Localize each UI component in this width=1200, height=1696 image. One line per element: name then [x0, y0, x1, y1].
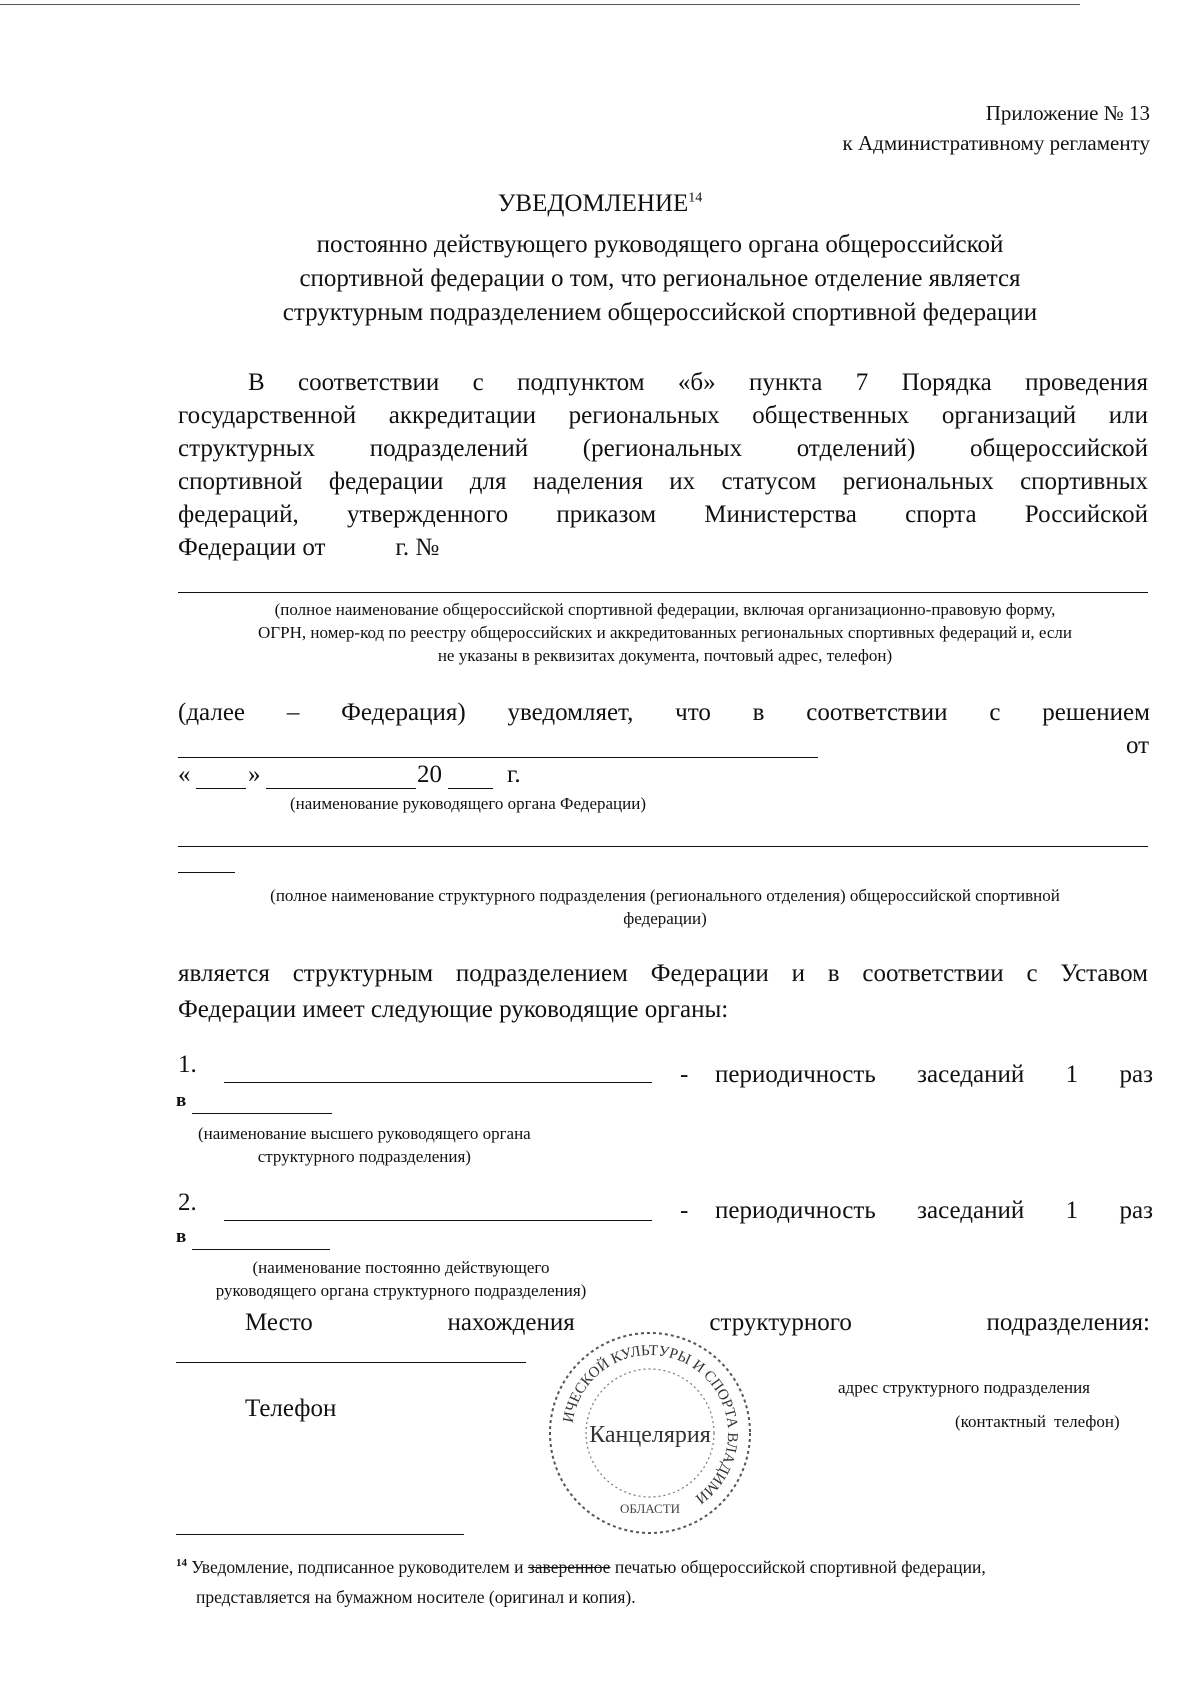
body-1-number: 1. [178, 1051, 197, 1078]
intro-paragraph [178, 366, 1148, 564]
subtitle-line: спортивной федерации о том, что региональное отделение является [299, 265, 1021, 292]
from-word: от [1126, 732, 1150, 759]
office-stamp [545, 1328, 755, 1538]
frequency-word: раз [1119, 1197, 1153, 1224]
frequency-word: периодичность [715, 1061, 876, 1088]
frequency-word: 1 [1065, 1197, 1079, 1224]
body-1-name-line [224, 1082, 652, 1083]
year-line [448, 788, 493, 789]
document-title [0, 190, 1200, 218]
federation-name-line [178, 592, 1148, 593]
subdivision-short-line [178, 872, 235, 873]
document-title-text: УВЕДОМЛЕНИЕ [497, 190, 689, 217]
body-2-number: 2. [178, 1189, 197, 1216]
notify-word: уведомляет, [507, 699, 634, 726]
subtitle-line: структурным подразделением общероссийской спортивной федерации [282, 299, 1038, 326]
intro-line: государственной аккредитации региональных общественных организаций или [178, 402, 1148, 429]
notify-line [178, 698, 1150, 728]
footnote-struck-word: заверенное [527, 1556, 611, 1577]
address-caption: адрес структурного подразделения [838, 1378, 1091, 1397]
date-close-quote: » [248, 761, 261, 788]
caption-line: не указаны в реквизитах документа, почтовый адрес, телефон) [437, 646, 893, 665]
stamp-bottom-text: ОБЛАСТИ [619, 1501, 681, 1516]
appendix-header [843, 98, 1150, 158]
statement-line: Федерации имеет следующие руководящие органы: [178, 996, 729, 1023]
notify-word: решением [1042, 699, 1150, 726]
caption-line: (наименование постоянно действующего [252, 1258, 550, 1277]
notify-word: – [286, 699, 300, 726]
document-subtitle [200, 228, 1120, 330]
frequency-word: раз [1119, 1061, 1153, 1088]
subdivision-statement [178, 956, 1148, 1028]
intro-from-label: Федерации от [178, 534, 326, 561]
footnote [176, 1548, 1156, 1612]
intro-line: В соответствии с подпунктом «б» пункта 7 Порядка проведения [248, 369, 1148, 396]
federation-caption [160, 598, 1170, 667]
intro-last-line [178, 531, 1148, 564]
notify-word: что [675, 699, 711, 726]
body-2-dash: - [680, 1197, 689, 1224]
notify-word: (далее [178, 699, 246, 726]
footnote-separator [176, 1534, 464, 1535]
appendix-number: Приложение № 13 [985, 101, 1150, 125]
footnote-line-2: представляется на бумажном носителе (оригинал и копия). [196, 1586, 636, 1607]
notify-word: с [989, 699, 1001, 726]
governing-body-caption: (наименование руководящего органа Федерации) [290, 794, 646, 813]
address-line [176, 1362, 526, 1363]
body-2-caption [176, 1256, 626, 1302]
body-2-name-line [224, 1220, 652, 1221]
decision-line [178, 757, 818, 758]
appendix-reference: к Административному регламенту [842, 131, 1150, 155]
caption-line: (наименование высшего руководящего органа [198, 1124, 531, 1143]
intro-line: структурных подразделений (региональных отделений) общероссийской [178, 435, 1148, 462]
year-prefix: 20 [417, 761, 442, 788]
caption-line: руководящего органа структурного подразделения) [215, 1281, 587, 1300]
statement-line: является структурным подразделением Федерации и в соответствии с Уставом [178, 960, 1148, 987]
intro-line: спортивной федерации для наделения их статусом региональных спортивных [178, 468, 1148, 495]
phone-caption: (контактный телефон) [955, 1412, 1120, 1431]
body-2-in-word: в [176, 1226, 187, 1247]
frequency-word: заседаний [917, 1197, 1025, 1224]
notify-word: в [752, 699, 765, 726]
notify-word: Федерация) [341, 699, 466, 726]
body-2-frequency [715, 1196, 1153, 1226]
scan-edge-line [0, 4, 1080, 5]
stamp-outer-text: ИЧЕСКОЙ КУЛЬТУРЫ И СПОРТА ВЛАДИМИ [560, 1342, 741, 1507]
caption-line: ОГРН, номер-код по реестру общероссийских и аккредитованных региональных спортивных федераций и, если [258, 623, 1072, 642]
body-1-caption [198, 1122, 531, 1168]
date-open-quote: « [178, 761, 191, 788]
body-2-period-line [192, 1249, 330, 1250]
frequency-word: 1 [1065, 1061, 1079, 1088]
caption-line: (полное наименование общероссийской спортивной федерации, включая организационно-правовую форму, [274, 600, 1056, 619]
caption-line: федерации) [623, 909, 707, 928]
intro-number-label: г. № [395, 534, 440, 561]
footnote-mark: 14 [176, 1557, 187, 1569]
subdivision-name-line [178, 846, 1148, 847]
month-line [266, 788, 416, 789]
year-suffix: г. [507, 761, 521, 788]
phone-label: Телефон [245, 1395, 337, 1422]
body-1-frequency [715, 1060, 1153, 1090]
body-1-dash: - [680, 1061, 689, 1088]
frequency-word: заседаний [917, 1061, 1025, 1088]
title-footnote-mark: 14 [688, 190, 703, 206]
location-word: структурного [709, 1309, 852, 1336]
footnote-text-1: Уведомление, подписанное руководителем и [191, 1556, 524, 1577]
intro-line: федераций, утвержденного приказом Министерства спорта Российской [178, 501, 1148, 528]
subdivision-caption [180, 884, 1150, 930]
caption-line: (полное наименование структурного подразделения (регионального отделения) общероссийской спортивной [270, 886, 1060, 905]
footnote-text-2: печатью общероссийской спортивной федерации, [614, 1556, 986, 1577]
frequency-word: периодичность [715, 1197, 876, 1224]
subtitle-line: постоянно действующего руководящего органа общероссийской [316, 231, 1004, 258]
location-word: подразделения: [986, 1309, 1150, 1336]
caption-line: структурного подразделения) [257, 1147, 471, 1166]
body-1-period-line [192, 1113, 332, 1114]
location-word: нахождения [447, 1309, 575, 1336]
body-1-in-word: в [176, 1090, 187, 1111]
day-line [196, 788, 246, 789]
stamp-center-text: Канцелярия [589, 1422, 711, 1448]
location-word: Место [245, 1309, 313, 1336]
notify-word: соответствии [806, 699, 948, 726]
